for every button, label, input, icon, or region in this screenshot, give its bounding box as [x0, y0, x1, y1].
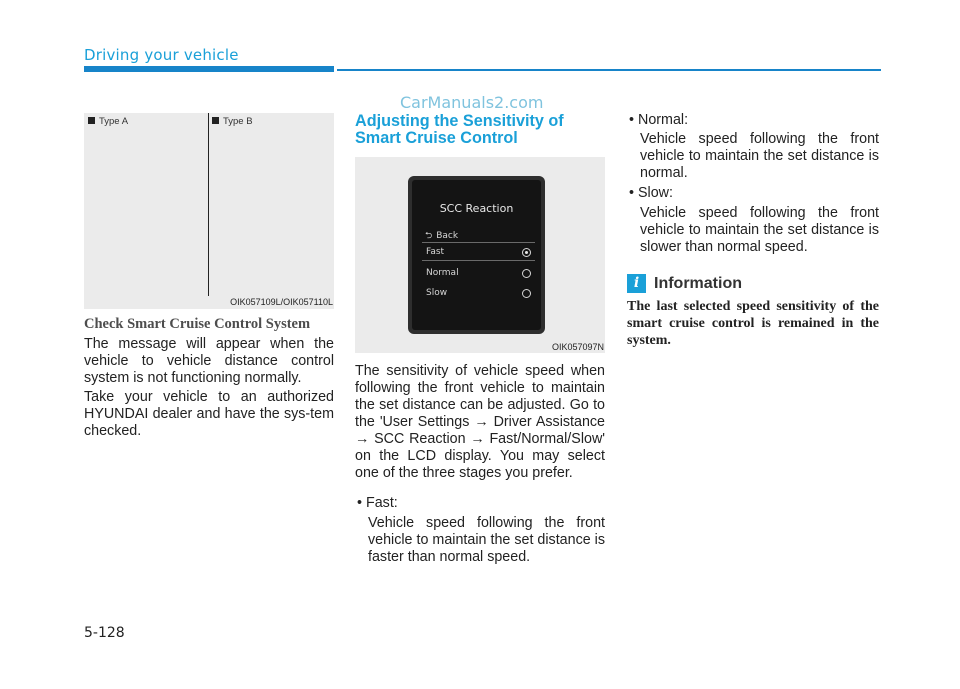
bullet-dot-icon: • [357, 495, 363, 511]
watermark: CarManuals2.com [400, 93, 544, 112]
radio-unselected-icon [522, 269, 531, 278]
square-bullet-icon [88, 117, 95, 124]
desc-normal: Vehicle speed following the front vehicle to maintain the set distance is normal. [640, 131, 879, 181]
section-title: Driving your vehicle [84, 46, 239, 64]
lcd-title: SCC Reaction [439, 202, 514, 215]
bullet-normal: • Normal: [629, 112, 689, 128]
radio-selected-icon [522, 248, 531, 257]
information-text: The last selected speed sensitivity of the smart cruise control is remained in the system. [627, 299, 879, 348]
bullet-dot-icon: • [629, 112, 635, 128]
figure-divider [208, 113, 209, 296]
figure-code: OIK057109L/OIK057110L [230, 297, 333, 307]
bullet-dot-icon: • [629, 185, 635, 201]
lcd-separator [422, 260, 535, 261]
paragraph-sensitivity: The sensitivity of vehicle speed when following the front vehicle to maintain the set distance can be adjusted. Go to the 'User Settings → Driver Assistance → SCC Reaction → Fast/Normal/Slow' on the LCD display. You may select one of the three stages you prefer. [355, 363, 605, 481]
back-arrow-icon: ⮌ [425, 231, 433, 241]
lcd-back-item: ⮌ Back [425, 228, 458, 244]
figure-label-type-b: Type B [212, 116, 253, 127]
header-rule [337, 69, 881, 71]
lcd-option-fast: Fast [426, 247, 531, 257]
paragraph-message: The message will appear when the vehicle to vehicle distance control system is not functioning normally. [84, 336, 334, 386]
lcd-separator [422, 242, 535, 243]
figure-type-a-b [84, 113, 334, 309]
desc-slow: Vehicle speed following the front vehicle to maintain the set distance is slower than normal speed. [640, 205, 879, 255]
header-bar [84, 66, 334, 72]
page-number: 5-128 [84, 625, 125, 641]
square-bullet-icon [212, 117, 219, 124]
paragraph-dealer: Take your vehicle to an authorized HYUNDAI dealer and have the sys-tem checked. [84, 389, 334, 439]
bullet-fast: • Fast: [357, 495, 398, 511]
information-title: Information [654, 275, 742, 292]
lcd-option-normal: Normal [426, 268, 531, 278]
bullet-slow: • Slow: [629, 185, 673, 201]
lcd-option-slow: Slow [426, 288, 531, 298]
desc-fast: Vehicle speed following the front vehicle to maintain the set distance is faster than normal speed. [368, 515, 605, 565]
radio-unselected-icon [522, 289, 531, 298]
figure-code: OIK057097N [551, 342, 604, 352]
heading-adjust-sensitivity: Adjusting the Sensitivity of Smart Cruise Control [355, 112, 564, 147]
figure-label-type-a: Type A [88, 116, 128, 127]
figure-lcd-scc-reaction [355, 157, 605, 353]
heading-check-scc: Check Smart Cruise Control System [84, 316, 311, 332]
information-icon: i [627, 274, 646, 293]
lcd-display [408, 176, 545, 334]
